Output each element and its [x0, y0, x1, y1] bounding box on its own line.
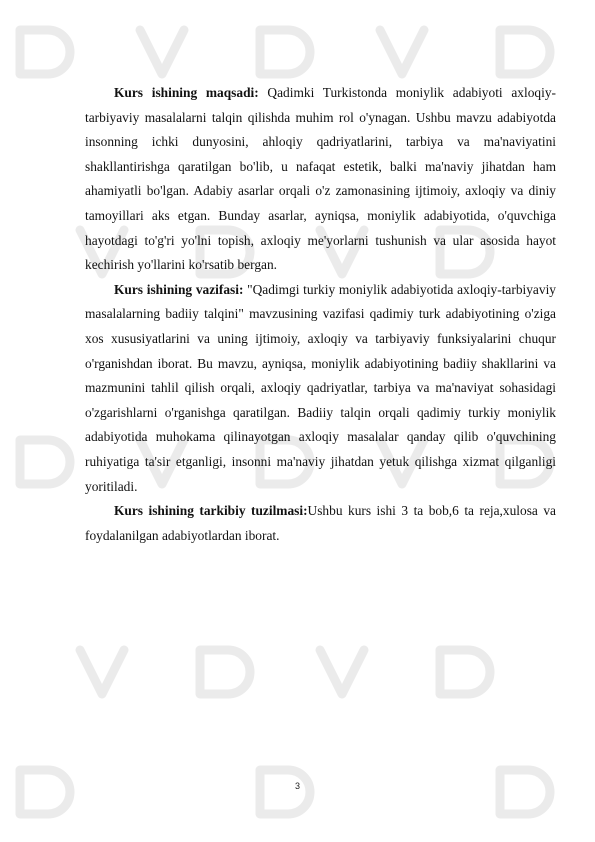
- task-text: "Qadimgi turkiy moniylik adabiyotida axloqiy-tarbiyaviy masalalarning badiiy talqini" mavzusining vazifasi qadimiy turk adabiyotining o'ziga xos xususiyatlarini va uning ijtimoiy, axloqiy va tarbiyaviy funksiyalarini chuqur o'rganishdan iborat. Bu mavzu, ayniqsa, moniylik adabiyotining badiiy shakllarini va mazmunini tahlil qilish orqali, axloqiy qadriyatlar, tarbiya va ma'naviyat sohasidagi o'zgarishlarni o'rganishga qaratilgan. Badiiy talqin orqali qadimiy turkiy moniylik adabiyotida muhokama qilinayotgan axloqiy masalalar qanday qilib o'quvchining ruhiyatiga ta'sir etganligi, insonni ma'naviy jihatdan yetuk qilishga xizmat qilganligi yoritiladi.: [85, 281, 556, 494]
- structure-heading: Kurs ishining tarkibiy tuzilmasi:: [114, 503, 308, 519]
- page-number: 3: [294, 781, 300, 791]
- paragraph-structure: [85, 499, 556, 548]
- purpose-heading: Kurs ishining maqsadi:: [114, 85, 259, 100]
- paragraph-purpose: [85, 81, 556, 278]
- paragraph-task: [85, 278, 556, 499]
- structure-text: Ushbu kurs ishi 3 ta bob,6 ta reja,xulosa va foydalanilgan adabiyotlardan iborat.: [85, 503, 556, 543]
- purpose-text: Qadimki Turkistonda moniylik adabiyoti axloqiy-tarbiyaviy masalalarni talqin qilishda muhim rol o'ynagan. Ushbu mavzu adabiyotda insonning ichki dunyosini, ahloqiy qadriyatlarini, tarbiya va ma'naviyatini shakllantirishga qaratilgan bo'lib, u nafaqat estetik, balki ma'naviy jihatdan ham ahamiyatli bo'lgan. Adabiy asarlar orqali o'z zamonasining ijtimoiy, axloqiy va diniy tamoyillari aks etgan. Bunday asarlar, ayniqsa, moniylik adabiyotida, o'quvchiga hayotdagi to'g'ri yo'lni topish, axloqiy me'yorlarni tushunish va ular asosida hayot kechirish yo'llarini ko'rsatib bergan.: [85, 85, 556, 273]
- task-heading: Kurs ishining vazifasi:: [114, 281, 244, 297]
- body-text: [85, 81, 556, 548]
